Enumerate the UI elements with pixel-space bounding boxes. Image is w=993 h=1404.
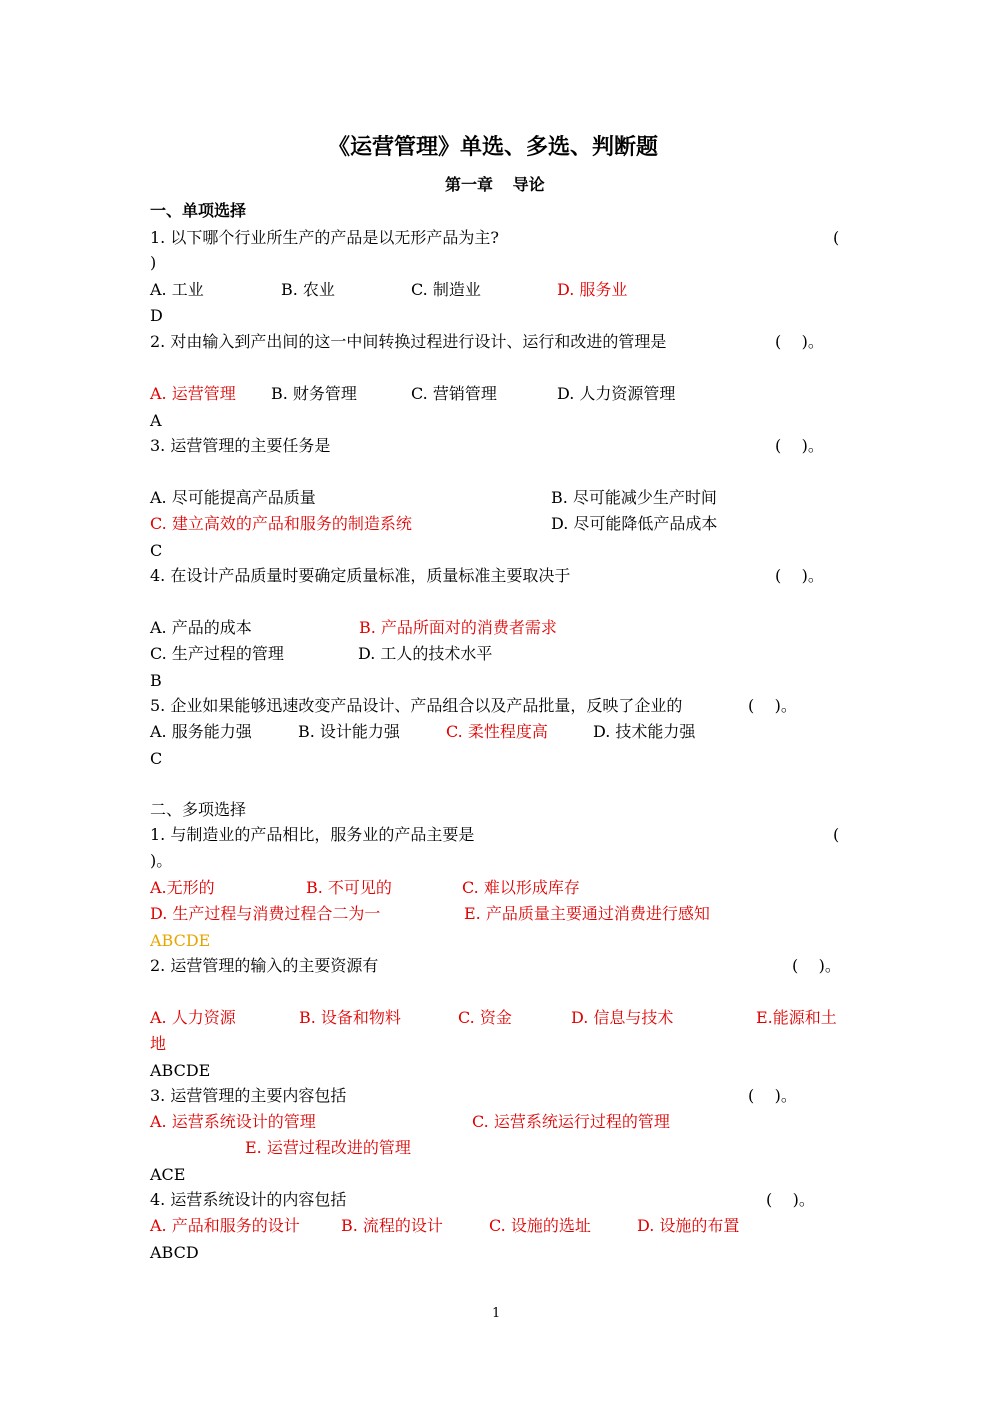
option-c: C. 资金 (458, 1008, 512, 1027)
answer-paren: ( )。 (766, 1190, 815, 1209)
question-text: 3. 运营管理的主要内容包括 (150, 1086, 347, 1105)
option-b: B. 尽可能减少生产时间 (551, 488, 717, 507)
option-c: C. 设施的选址 (489, 1216, 591, 1235)
question-text: 2. 运营管理的输入的主要资源有 (150, 956, 379, 975)
option-d: D. 工人的技术水平 (358, 644, 493, 663)
answer-paren: )。 (150, 851, 173, 870)
option-d: D. 设施的布置 (637, 1216, 740, 1235)
chapter-title: 第一章 导论 (445, 175, 545, 194)
option-d: D. 技术能力强 (593, 722, 696, 741)
question-text: 2. 对由输入到产出间的这一中间转换过程进行设计、运行和改进的管理是 (150, 332, 667, 351)
option-d: D. 信息与技术 (571, 1008, 674, 1027)
option-a: A. 工业 (150, 280, 204, 299)
option-b: B. 农业 (281, 280, 335, 299)
option-a: A. 人力资源 (150, 1008, 236, 1027)
option-d: D. 人力资源管理 (557, 384, 676, 403)
answer-key: C (150, 541, 163, 560)
section-heading-multi: 二、多项选择 (150, 800, 247, 819)
option-d: D. 生产过程与消费过程合二为一 (150, 904, 381, 923)
option-a: A. 产品和服务的设计 (150, 1216, 300, 1235)
option-b: B. 产品所面对的消费者需求 (359, 618, 557, 637)
option-c: C. 难以形成库存 (462, 878, 580, 897)
question-text: 5. 企业如果能够迅速改变产品设计、产品组合以及产品批量，反映了企业的 (150, 696, 683, 715)
option-e: E. 运营过程改进的管理 (245, 1138, 411, 1157)
option-c: C. 营销管理 (411, 384, 497, 403)
answer-paren: ( (833, 825, 840, 844)
option-c: C. 柔性程度高 (446, 722, 548, 741)
answer-key: ABCDE (150, 1061, 211, 1080)
option-b: B. 设计能力强 (298, 722, 400, 741)
page-number: 1 (492, 1306, 501, 1321)
option-e: E.能源和土 (756, 1008, 837, 1027)
option-c: C. 建立高效的产品和服务的制造系统 (150, 514, 412, 533)
option-a: A. 服务能力强 (150, 722, 252, 741)
document-title: 《运营管理》单选、多选、判断题 (328, 134, 659, 160)
option-c: C. 生产过程的管理 (150, 644, 284, 663)
option-b: B. 设备和物料 (299, 1008, 401, 1027)
answer-paren: ( )。 (748, 1086, 797, 1105)
question-text: 1. 以下哪个行业所生产的产品是以无形产品为主? (150, 228, 499, 247)
answer-paren: ( )。 (775, 332, 824, 351)
option-e: E. 产品质量主要通过消费进行感知 (464, 904, 710, 923)
answer-paren: ( )。 (792, 956, 841, 975)
answer-paren: ( )。 (748, 696, 797, 715)
answer-key: B (150, 671, 162, 690)
option-a: A. 产品的成本 (150, 618, 252, 637)
option-d: D. 尽可能降低产品成本 (551, 514, 718, 533)
section-heading-single: 一、单项选择 (150, 201, 247, 220)
option-d: D. 服务业 (557, 280, 628, 299)
option-b: B. 流程的设计 (341, 1216, 443, 1235)
option-a: A.无形的 (150, 878, 215, 897)
option-c: C. 运营系统运行过程的管理 (472, 1112, 670, 1131)
answer-key: D (150, 306, 163, 325)
option-b: B. 财务管理 (271, 384, 357, 403)
answer-key: ABCDE (150, 931, 211, 950)
question-text: 4. 在设计产品质量时要确定质量标准，质量标准主要取决于 (150, 566, 571, 585)
option-a: A. 运营系统设计的管理 (150, 1112, 316, 1131)
answer-paren: ( )。 (775, 566, 824, 585)
option-e-wrap: 地 (150, 1034, 167, 1053)
option-b: B. 不可见的 (306, 878, 392, 897)
answer-paren: ( (833, 228, 840, 247)
question-text: 4. 运营系统设计的内容包括 (150, 1190, 347, 1209)
answer-paren: ( )。 (775, 436, 824, 455)
option-c: C. 制造业 (411, 280, 481, 299)
answer-key: ACE (150, 1165, 186, 1184)
answer-paren: ) (150, 253, 157, 272)
answer-key: C (150, 749, 163, 768)
question-text: 3. 运营管理的主要任务是 (150, 436, 331, 455)
option-a: A. 运营管理 (150, 384, 236, 403)
answer-key: ABCD (150, 1243, 199, 1262)
option-a: A. 尽可能提高产品质量 (150, 488, 316, 507)
answer-key: A (150, 411, 162, 430)
question-text: 1. 与制造业的产品相比，服务业的产品主要是 (150, 825, 475, 844)
